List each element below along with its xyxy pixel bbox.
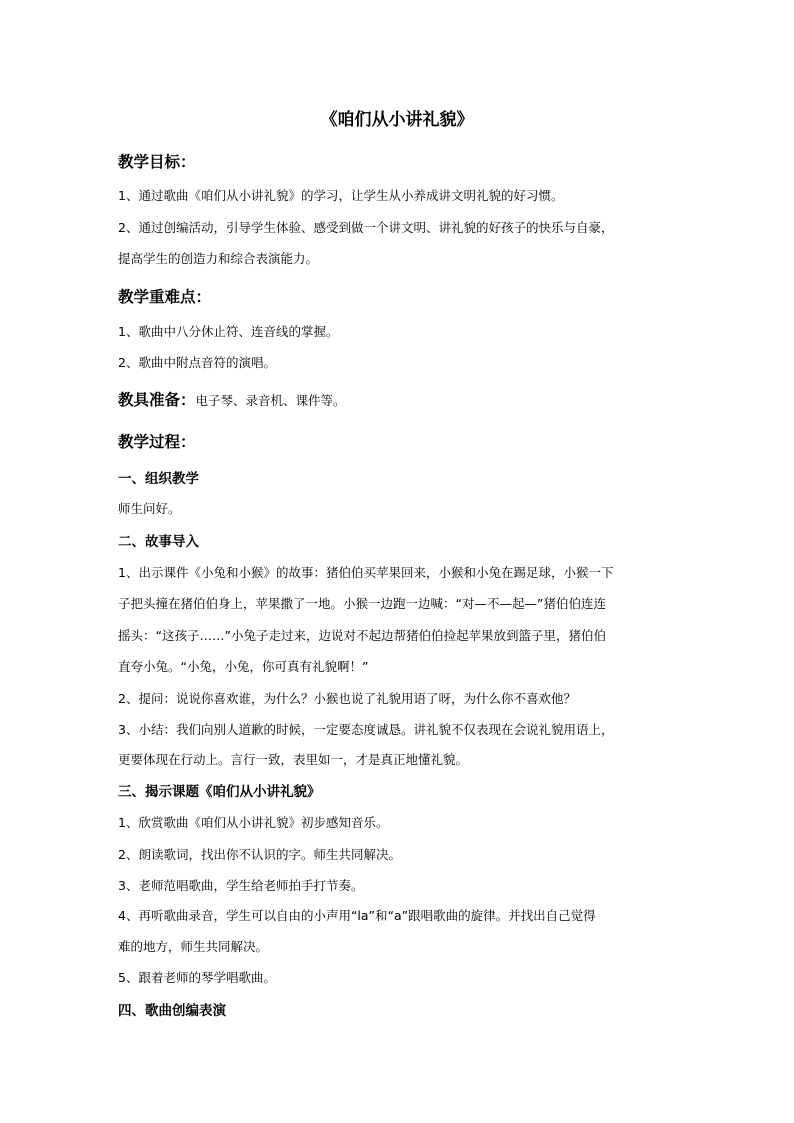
part3-line-6: 5、跟着老师的琴学唱歌曲。 (118, 970, 276, 985)
key-points-line-2: 2、歌曲中附点音符的演唱。 (118, 355, 276, 370)
part3-line-1: 1、欣赏歌曲《咱们从小讲礼貌》初步感知音乐。 (118, 815, 389, 830)
part1-heading: 一、组织教学 (118, 471, 199, 487)
goals-line-1: 1、通过歌曲《咱们从小讲礼貌》的学习，让学生从小养成讲文明礼貌的好习惯。 (118, 188, 564, 203)
goals-heading: 教学目标： (118, 153, 196, 171)
part2-line-4: 直夸小兔。“小兔，小兔，你可真有礼貌啊！” (118, 659, 369, 674)
part2-heading: 二、故事导入 (118, 534, 199, 550)
tools-text: 电子琴、录音机、课件等。 (195, 393, 346, 408)
part3-line-2: 2、朗读歌词，找出你不认识的字。师生共同解决。 (118, 847, 401, 862)
key-points-line-1: 1、歌曲中八分休止符、连音线的掌握。 (118, 324, 339, 339)
part2-line-5: 2、提问：说说你喜欢谁，为什么？小猴也说了礼貌用语了呀，为什么你不喜欢他？ (118, 691, 576, 706)
key-points-heading: 教学重难点： (118, 288, 212, 306)
process-heading: 教学过程： (118, 433, 196, 451)
part4-heading: 四、歌曲创编表演 (118, 1003, 226, 1019)
part3-line-4: 4、再听歌曲录音，学生可以自由的小声用“la”和“a”跟唱歌曲的旋律。并找出自己觉得 (118, 908, 596, 923)
goals-line-3: 提高学生的创造力和综合表演能力。 (118, 251, 319, 266)
tools-heading: 教具准备： (118, 391, 196, 409)
part3-heading: 三、揭示课题《咱们从小讲礼貌》 (118, 784, 321, 800)
goals-line-2: 2、通过创编活动，引导学生体验、感受到做一个讲文明、讲礼貌的好孩子的快乐与自豪， (118, 220, 614, 235)
tools-row (118, 388, 346, 410)
part1-line-1: 师生问好。 (118, 501, 181, 516)
part2-line-6: 3、小结：我们向别人道歉的时候，一定要态度诚恳。讲礼貌不仅表现在会说礼貌用语上， (118, 722, 614, 737)
document-title: 《咱们从小讲礼貌》 (320, 110, 474, 130)
part3-line-5: 难的地方，师生共同解决。 (118, 939, 269, 954)
part2-line-1: 1、出示课件《小兔和小猴》的故事：猪伯伯买苹果回来，小猴和小兔在踢足球，小猴一下 (118, 565, 614, 580)
part2-line-7: 更要体现在行动上。言行一致，表里如一，才是真正地懂礼貌。 (118, 752, 469, 767)
part2-line-2: 子把头撞在猪伯伯身上，苹果撒了一地。小猴一边跑一边喊：“对—不—起—”猪伯伯连连 (118, 596, 606, 611)
part3-line-3: 3、老师范唱歌曲，学生给老师拍手打节奏。 (118, 878, 364, 893)
part2-line-3: 摇头：“这孩子……”小兔子走过来，边说对不起边帮猪伯伯捡起苹果放到篮子里，猪伯伯 (118, 628, 606, 643)
